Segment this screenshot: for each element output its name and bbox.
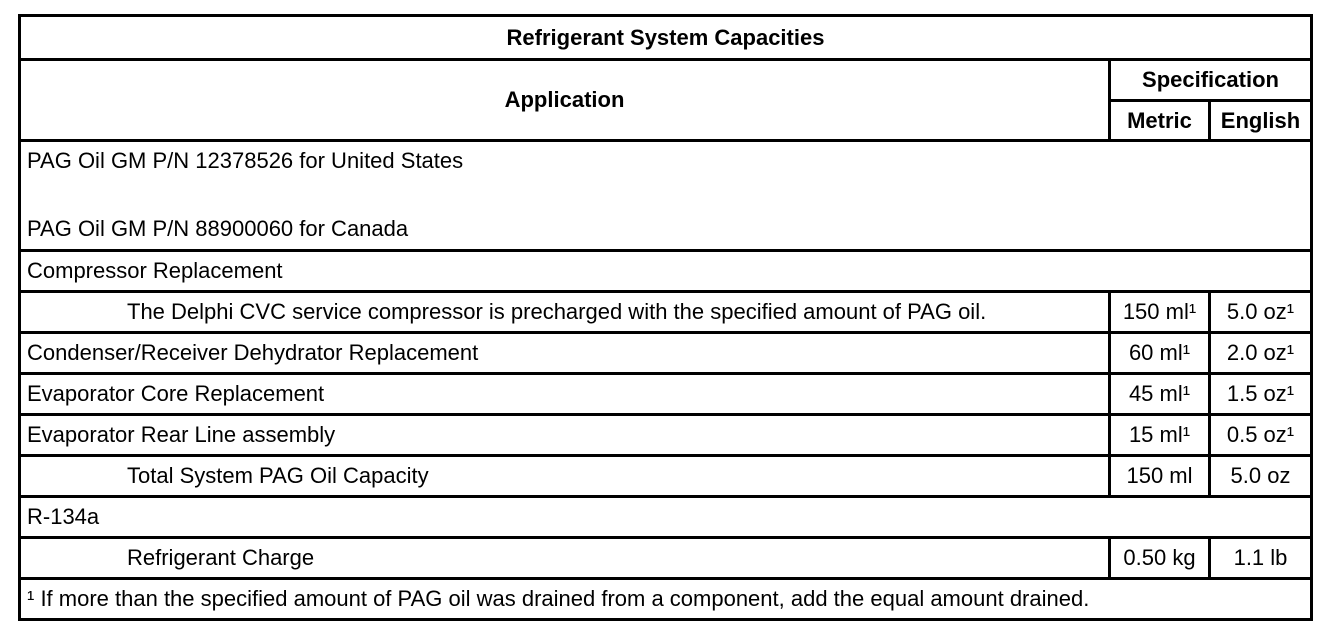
row-english: 5.0 oz¹ — [1210, 292, 1312, 333]
table-row — [20, 415, 1312, 456]
header-row — [20, 60, 1312, 101]
row-metric: 60 ml¹ — [1110, 333, 1210, 374]
row-label: Condenser/Receiver Dehydrator Replacement — [20, 333, 1110, 374]
footnote-row — [20, 579, 1312, 620]
row-english: 1.1 lb — [1210, 538, 1312, 579]
row-english: 5.0 oz — [1210, 456, 1312, 497]
document-frame — [18, 14, 1310, 620]
table-row — [20, 374, 1312, 415]
table-row — [20, 456, 1312, 497]
english-header: English — [1210, 101, 1312, 141]
metric-header: Metric — [1110, 101, 1210, 141]
row-metric: 45 ml¹ — [1110, 374, 1210, 415]
refrigerant-capacities-table — [18, 14, 1313, 621]
table-row — [20, 292, 1312, 333]
section-row — [20, 497, 1312, 538]
part-number-note — [20, 141, 1312, 251]
row-english: 1.5 oz¹ — [1210, 374, 1312, 415]
row-english: 2.0 oz¹ — [1210, 333, 1312, 374]
table-row — [20, 538, 1312, 579]
row-metric: 0.50 kg — [1110, 538, 1210, 579]
table-title: Refrigerant System Capacities — [20, 16, 1312, 60]
section-label-compressor: Compressor Replacement — [20, 251, 1312, 292]
row-label: Total System PAG Oil Capacity — [20, 456, 1110, 497]
row-label: Refrigerant Charge — [20, 538, 1110, 579]
application-header: Application — [20, 60, 1110, 141]
section-label-refrigerant: R-134a — [20, 497, 1312, 538]
table-row — [20, 333, 1312, 374]
note-line-canada: PAG Oil GM P/N 88900060 for Canada — [27, 216, 409, 241]
row-english: 0.5 oz¹ — [1210, 415, 1312, 456]
note-line-us: PAG Oil GM P/N 12378526 for United States — [27, 148, 464, 173]
row-label: Evaporator Core Replacement — [20, 374, 1110, 415]
row-metric: 150 ml¹ — [1110, 292, 1210, 333]
row-label: Evaporator Rear Line assembly — [20, 415, 1110, 456]
footnote: ¹ If more than the specified amount of PAG oil was drained from a component, add the equal amount drained. — [20, 579, 1312, 620]
row-label: The Delphi CVC service compressor is precharged with the specified amount of PAG oil. — [20, 292, 1110, 333]
section-row — [20, 251, 1312, 292]
row-metric: 15 ml¹ — [1110, 415, 1210, 456]
table-title-row — [20, 16, 1312, 60]
part-number-note-row — [20, 141, 1312, 251]
specification-header: Specification — [1110, 60, 1312, 101]
row-metric: 150 ml — [1110, 456, 1210, 497]
